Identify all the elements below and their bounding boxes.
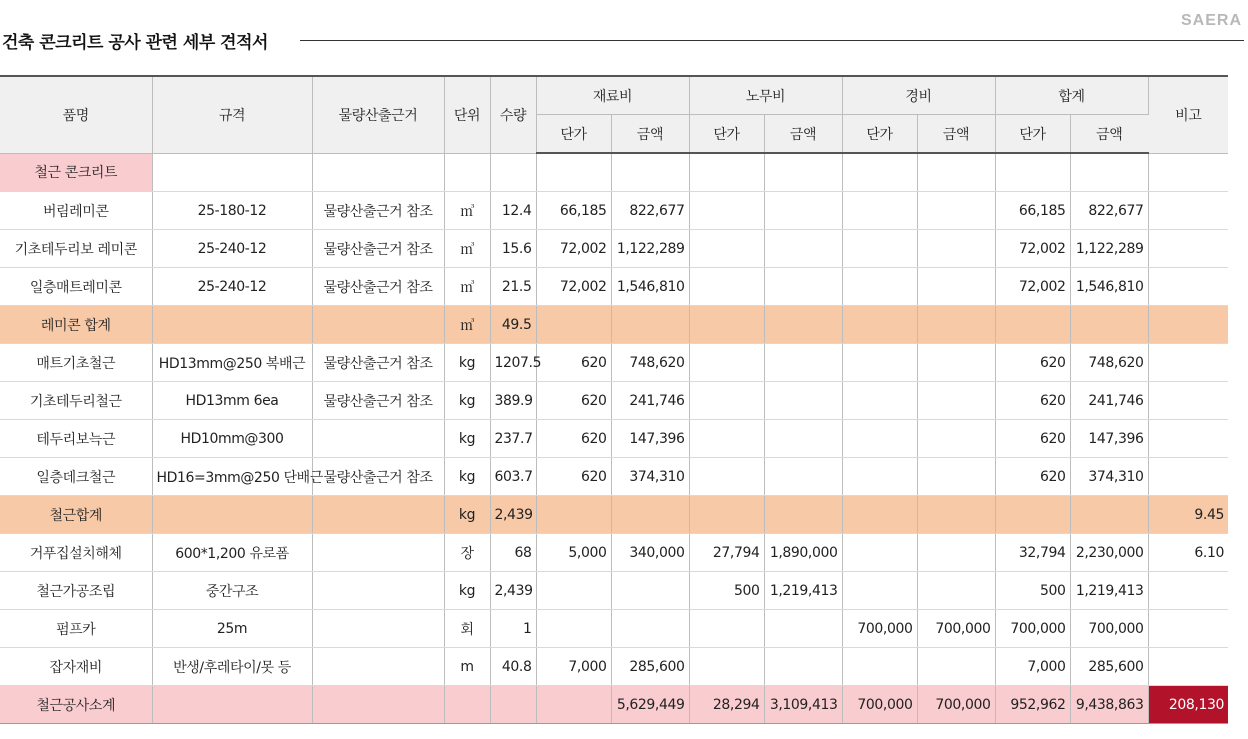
cell-spec: 25-240-12 <box>152 268 312 306</box>
cell-labor-amount <box>764 458 842 496</box>
cell-expense-amount <box>917 458 995 496</box>
cell-total-unit-price: 620 <box>995 344 1070 382</box>
cell-total-unit-price: 620 <box>995 458 1070 496</box>
cell-expense-unit-price <box>842 496 917 534</box>
cell-labor-amount: 3,109,413 <box>764 686 842 724</box>
cell-total-amount: 700,000 <box>1070 610 1148 648</box>
cell-material-amount <box>611 153 689 192</box>
cell-labor-unit-price <box>689 610 764 648</box>
cell-expense-amount <box>917 496 995 534</box>
cell-basis <box>312 306 444 344</box>
cell-total-amount: 147,396 <box>1070 420 1148 458</box>
cell-qty: 1207.5 <box>490 344 536 382</box>
header-material-unit-price: 단가 <box>536 115 611 154</box>
cell-material-unit-price: 66,185 <box>536 192 611 230</box>
cell-expense-amount <box>917 648 995 686</box>
cell-total-amount <box>1070 306 1148 344</box>
cell-total-amount <box>1070 496 1148 534</box>
cell-total-unit-price: 72,002 <box>995 230 1070 268</box>
cell-labor-unit-price <box>689 306 764 344</box>
cell-unit: ㎥ <box>444 268 490 306</box>
cell-expense-unit-price <box>842 192 917 230</box>
cell-qty <box>490 153 536 192</box>
cell-basis: 물량산출근거 참조 <box>312 458 444 496</box>
cell-material-unit-price: 72,002 <box>536 268 611 306</box>
cell-qty: 68 <box>490 534 536 572</box>
cell-material-unit-price <box>536 153 611 192</box>
cell-spec: HD13mm@250 복배근 <box>152 344 312 382</box>
cell-expense-unit-price <box>842 306 917 344</box>
cell-material-amount <box>611 610 689 648</box>
cell-labor-amount <box>764 382 842 420</box>
cell-expense-amount: 700,000 <box>917 610 995 648</box>
cell-labor-unit-price <box>689 153 764 192</box>
cell-unit: ㎥ <box>444 192 490 230</box>
cell-labor-unit-price <box>689 192 764 230</box>
cell-remark <box>1148 306 1228 344</box>
cell-expense-amount <box>917 344 995 382</box>
cell-qty: 389.9 <box>490 382 536 420</box>
cell-remark: 208,130 <box>1148 686 1228 724</box>
cell-item: 철근공사소계 <box>0 686 152 724</box>
cell-labor-unit-price <box>689 344 764 382</box>
cell-labor-unit-price <box>689 458 764 496</box>
cell-labor-amount <box>764 268 842 306</box>
table-row <box>0 344 1228 382</box>
cell-expense-amount <box>917 153 995 192</box>
cell-total-amount: 9,438,863 <box>1070 686 1148 724</box>
cell-expense-unit-price <box>842 420 917 458</box>
cell-unit <box>444 153 490 192</box>
estimate-table <box>0 75 1228 724</box>
cell-total-unit-price: 500 <box>995 572 1070 610</box>
cell-item: 기초테두리보 레미콘 <box>0 230 152 268</box>
cell-unit: kg <box>444 458 490 496</box>
cell-total-unit-price: 7,000 <box>995 648 1070 686</box>
cell-spec: 600*1,200 유로폼 <box>152 534 312 572</box>
cell-basis <box>312 572 444 610</box>
cell-spec: 25-240-12 <box>152 230 312 268</box>
cell-labor-unit-price <box>689 420 764 458</box>
header-expense: 경비 <box>842 76 995 115</box>
cell-total-amount <box>1070 153 1148 192</box>
cell-total-amount: 1,219,413 <box>1070 572 1148 610</box>
cell-basis <box>312 686 444 724</box>
cell-qty <box>490 686 536 724</box>
cell-expense-unit-price <box>842 534 917 572</box>
cell-qty: 15.6 <box>490 230 536 268</box>
cell-qty: 40.8 <box>490 648 536 686</box>
cell-total-unit-price: 620 <box>995 382 1070 420</box>
header-labor-amount: 금액 <box>764 115 842 154</box>
section-row <box>0 153 1228 192</box>
cell-unit: ㎥ <box>444 230 490 268</box>
cell-item: 버림레미콘 <box>0 192 152 230</box>
cell-total-amount: 241,746 <box>1070 382 1148 420</box>
cell-qty: 1 <box>490 610 536 648</box>
header-spec: 규격 <box>152 76 312 153</box>
table-row <box>0 382 1228 420</box>
cell-labor-unit-price: 27,794 <box>689 534 764 572</box>
cell-total-amount: 285,600 <box>1070 648 1148 686</box>
cell-expense-unit-price <box>842 344 917 382</box>
cell-total-unit-price <box>995 496 1070 534</box>
cell-material-amount: 5,629,449 <box>611 686 689 724</box>
cell-remark <box>1148 610 1228 648</box>
cell-material-unit-price: 620 <box>536 420 611 458</box>
cell-expense-unit-price <box>842 648 917 686</box>
cell-item: 펌프카 <box>0 610 152 648</box>
cell-material-unit-price <box>536 686 611 724</box>
cell-labor-unit-price <box>689 230 764 268</box>
cell-basis <box>312 153 444 192</box>
cell-total-unit-price <box>995 153 1070 192</box>
cell-spec: 중간구조 <box>152 572 312 610</box>
cell-total-unit-price: 952,962 <box>995 686 1070 724</box>
cell-spec: HD10mm@300 <box>152 420 312 458</box>
cell-expense-unit-price: 700,000 <box>842 686 917 724</box>
cell-basis <box>312 534 444 572</box>
cell-expense-amount <box>917 268 995 306</box>
table-row <box>0 572 1228 610</box>
table-row <box>0 420 1228 458</box>
cell-labor-amount <box>764 153 842 192</box>
cell-remark <box>1148 230 1228 268</box>
cell-expense-unit-price <box>842 382 917 420</box>
cell-remark <box>1148 458 1228 496</box>
cell-material-amount: 1,122,289 <box>611 230 689 268</box>
cell-expense-amount <box>917 230 995 268</box>
cell-basis: 물량산출근거 참조 <box>312 230 444 268</box>
cell-material-amount: 241,746 <box>611 382 689 420</box>
cell-item: 일층데크철근 <box>0 458 152 496</box>
subtotal-row <box>0 496 1228 534</box>
cell-total-unit-price: 700,000 <box>995 610 1070 648</box>
cell-total-amount: 748,620 <box>1070 344 1148 382</box>
table-row <box>0 648 1228 686</box>
header-expense-amount: 금액 <box>917 115 995 154</box>
cell-qty: 21.5 <box>490 268 536 306</box>
cell-material-unit-price: 620 <box>536 458 611 496</box>
cell-unit: kg <box>444 496 490 534</box>
cell-labor-amount <box>764 420 842 458</box>
cell-labor-amount <box>764 648 842 686</box>
cell-expense-amount <box>917 420 995 458</box>
cell-unit: 장 <box>444 534 490 572</box>
cell-labor-unit-price <box>689 268 764 306</box>
cell-labor-amount <box>764 230 842 268</box>
header-material-amount: 금액 <box>611 115 689 154</box>
cell-unit: kg <box>444 382 490 420</box>
cell-remark <box>1148 382 1228 420</box>
cell-material-amount: 1,546,810 <box>611 268 689 306</box>
cell-spec <box>152 306 312 344</box>
cell-material-unit-price: 620 <box>536 344 611 382</box>
cell-qty: 2,439 <box>490 496 536 534</box>
total-row <box>0 686 1228 724</box>
table-row <box>0 230 1228 268</box>
table-row <box>0 610 1228 648</box>
cell-qty: 49.5 <box>490 306 536 344</box>
cell-unit: ㎥ <box>444 306 490 344</box>
cell-material-unit-price <box>536 306 611 344</box>
cell-material-amount: 374,310 <box>611 458 689 496</box>
cell-total-amount: 1,122,289 <box>1070 230 1148 268</box>
header-labor-unit-price: 단가 <box>689 115 764 154</box>
cell-unit: 회 <box>444 610 490 648</box>
cell-spec <box>152 153 312 192</box>
cell-material-unit-price <box>536 572 611 610</box>
cell-remark: 9.45 <box>1148 496 1228 534</box>
cell-basis <box>312 610 444 648</box>
cell-total-unit-price: 72,002 <box>995 268 1070 306</box>
header-item: 품명 <box>0 76 152 153</box>
cell-labor-amount <box>764 610 842 648</box>
cell-labor-unit-price <box>689 648 764 686</box>
cell-item: 매트기초철근 <box>0 344 152 382</box>
cell-remark <box>1148 192 1228 230</box>
cell-expense-amount <box>917 382 995 420</box>
cell-spec <box>152 686 312 724</box>
header-qty: 수량 <box>490 76 536 153</box>
brand-logo: SAERA <box>1180 12 1242 29</box>
cell-material-unit-price <box>536 610 611 648</box>
cell-material-amount <box>611 572 689 610</box>
header-basis: 물량산출근거 <box>312 76 444 153</box>
cell-material-amount: 822,677 <box>611 192 689 230</box>
cell-expense-unit-price <box>842 153 917 192</box>
header-total-amount: 금액 <box>1070 115 1148 154</box>
cell-spec <box>152 496 312 534</box>
cell-expense-amount: 700,000 <box>917 686 995 724</box>
header-total: 합계 <box>995 76 1148 115</box>
cell-labor-amount <box>764 496 842 534</box>
cell-total-amount: 2,230,000 <box>1070 534 1148 572</box>
cell-spec: 25-180-12 <box>152 192 312 230</box>
cell-basis: 물량산출근거 참조 <box>312 268 444 306</box>
cell-unit: kg <box>444 572 490 610</box>
cell-expense-unit-price <box>842 458 917 496</box>
cell-basis <box>312 648 444 686</box>
cell-spec: 반생/후레타이/못 등 <box>152 648 312 686</box>
cell-remark <box>1148 572 1228 610</box>
cell-material-amount: 340,000 <box>611 534 689 572</box>
cell-total-amount: 374,310 <box>1070 458 1148 496</box>
cell-material-unit-price: 72,002 <box>536 230 611 268</box>
table-row <box>0 268 1228 306</box>
cell-remark <box>1148 420 1228 458</box>
cell-total-unit-price <box>995 306 1070 344</box>
table-row <box>0 534 1228 572</box>
header-labor: 노무비 <box>689 76 842 115</box>
cell-expense-unit-price <box>842 230 917 268</box>
table-row <box>0 192 1228 230</box>
cell-expense-amount <box>917 192 995 230</box>
cell-item: 레미콘 합계 <box>0 306 152 344</box>
cell-item: 철근가공조립 <box>0 572 152 610</box>
cell-remark <box>1148 648 1228 686</box>
cell-item: 잡자재비 <box>0 648 152 686</box>
cell-material-amount <box>611 496 689 534</box>
cell-unit: kg <box>444 420 490 458</box>
cell-labor-unit-price: 500 <box>689 572 764 610</box>
cell-labor-amount: 1,219,413 <box>764 572 842 610</box>
cell-spec: 25m <box>152 610 312 648</box>
cell-qty: 603.7 <box>490 458 536 496</box>
cell-material-amount: 147,396 <box>611 420 689 458</box>
estimate-body <box>0 153 1228 724</box>
cell-basis: 물량산출근거 참조 <box>312 344 444 382</box>
cell-basis <box>312 420 444 458</box>
cell-basis: 물량산출근거 참조 <box>312 192 444 230</box>
cell-basis: 물량산출근거 참조 <box>312 382 444 420</box>
header-unit: 단위 <box>444 76 490 153</box>
cell-item: 테두리보늑근 <box>0 420 152 458</box>
cell-labor-amount <box>764 344 842 382</box>
cell-remark <box>1148 153 1228 192</box>
header-material: 재료비 <box>536 76 689 115</box>
page-title: 건축 콘크리트 공사 관련 세부 견적서 <box>2 28 276 53</box>
cell-expense-unit-price: 700,000 <box>842 610 917 648</box>
cell-material-amount: 748,620 <box>611 344 689 382</box>
cell-expense-amount <box>917 306 995 344</box>
cell-material-unit-price: 5,000 <box>536 534 611 572</box>
cell-item: 거푸집설치해체 <box>0 534 152 572</box>
cell-item: 기초테두리철근 <box>0 382 152 420</box>
cell-labor-amount: 1,890,000 <box>764 534 842 572</box>
cell-item: 철근 콘크리트 <box>0 153 152 192</box>
cell-total-amount: 822,677 <box>1070 192 1148 230</box>
cell-labor-amount <box>764 192 842 230</box>
cell-spec: HD16=3mm@250 단배근 <box>152 458 312 496</box>
cell-qty: 237.7 <box>490 420 536 458</box>
cell-item: 철근합계 <box>0 496 152 534</box>
cell-total-unit-price: 32,794 <box>995 534 1070 572</box>
cell-total-amount: 1,546,810 <box>1070 268 1148 306</box>
cell-material-unit-price: 7,000 <box>536 648 611 686</box>
cell-labor-unit-price: 28,294 <box>689 686 764 724</box>
cell-remark <box>1148 344 1228 382</box>
cell-material-amount <box>611 306 689 344</box>
cell-labor-unit-price <box>689 382 764 420</box>
cell-total-unit-price: 66,185 <box>995 192 1070 230</box>
cell-material-unit-price <box>536 496 611 534</box>
header-expense-unit-price: 단가 <box>842 115 917 154</box>
header-remark: 비고 <box>1148 76 1228 153</box>
title-rule <box>300 40 1244 41</box>
cell-unit: kg <box>444 344 490 382</box>
cell-spec: HD13mm 6ea <box>152 382 312 420</box>
cell-item: 일층매트레미콘 <box>0 268 152 306</box>
cell-remark: 6.10 <box>1148 534 1228 572</box>
cell-remark <box>1148 268 1228 306</box>
cell-qty: 2,439 <box>490 572 536 610</box>
cell-expense-unit-price <box>842 268 917 306</box>
cell-expense-amount <box>917 572 995 610</box>
cell-unit: m <box>444 648 490 686</box>
cell-labor-amount <box>764 306 842 344</box>
cell-expense-amount <box>917 534 995 572</box>
cell-unit <box>444 686 490 724</box>
cell-expense-unit-price <box>842 572 917 610</box>
cell-total-unit-price: 620 <box>995 420 1070 458</box>
cell-labor-unit-price <box>689 496 764 534</box>
subtotal-row <box>0 306 1228 344</box>
table-row <box>0 458 1228 496</box>
cell-basis <box>312 496 444 534</box>
cell-material-unit-price: 620 <box>536 382 611 420</box>
cell-material-amount: 285,600 <box>611 648 689 686</box>
cell-qty: 12.4 <box>490 192 536 230</box>
header-total-unit-price: 단가 <box>995 115 1070 154</box>
